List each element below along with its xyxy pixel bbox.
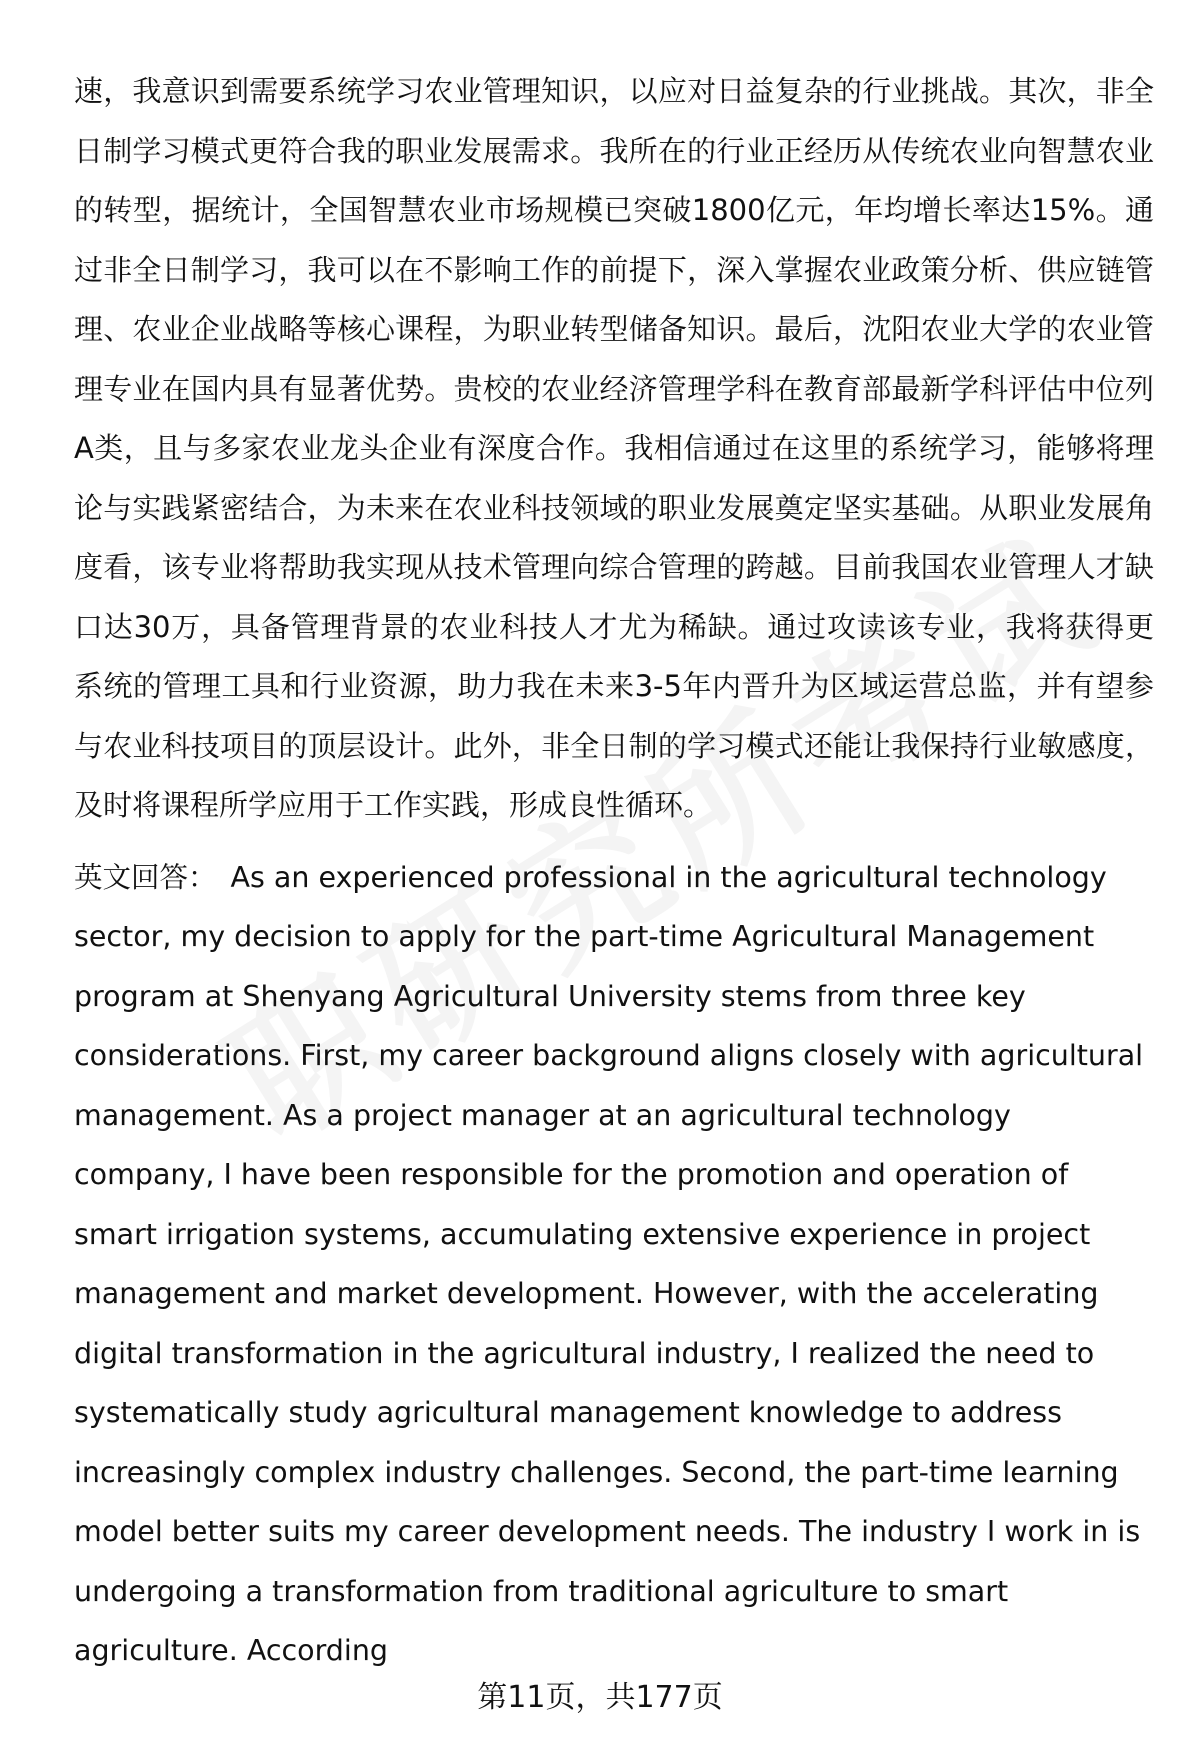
- chinese-answer-paragraph: 速，我意识到需要系统学习农业管理知识，以应对日益复杂的行业挑战。其次，非全日制学习模式更符合我的职业发展需求。我所在的行业正经历从传统农业向智慧农业的转型，据统计，全国智慧农业市场规模已突破1800亿元，年均增长率达15%。通过非全日制学习，我可以在不影响工作的前提下，深入掌握农业政策分析、供应链管理、农业企业战略等核心课程，为职业转型储备知识。最后，沈阳农业大学的农业管理专业在国内具有显著优势。贵校的农业经济管理学科在教育部最新学科评估中位列A类，且与多家农业龙头企业有深度合作。我相信通过在这里的系统学习，能够将理论与实践紧密结合，为未来在农业科技领域的职业发展奠定坚实基础。从职业发展角度看，该专业将帮助我实现从技术管理向综合管理的跨越。目前我国农业管理人才缺口达30万，具备管理背景的农业科技人才尤为稀缺。通过攻读该专业，我将获得更系统的管理工具和行业资源，助力我在未来3-5年内晋升为区域运营总监，并有望参与农业科技项目的顶层设计。此外，非全日制的学习模式还能让我保持行业敏感度，及时将课程所学应用于工作实践，形成良性循环。: [74, 74, 1154, 822]
- english-answer-label: 英文回答：: [74, 860, 217, 894]
- page-number: 第11页，共177页: [477, 1680, 723, 1715]
- document-body: [74, 62, 1154, 1681]
- english-answer-paragraph: [74, 848, 1154, 1681]
- english-answer-text: As an experienced professional in the agricultural technology sector, my decision to apply for the part-time Agricultural Management program at Shenyang Agricultural University stems from three key considerations. First, my career background aligns closely with agricultural management. As a project manager at an agricultural technology company, I have been responsible for the promotion and operation of smart irrigation systems, accumulating extensive experience in project management and market development. However, with the accelerating digital transformation in the agricultural industry, I realized the need to systematically study agricultural management knowledge to address increasingly complex industry challenges. Second, the part-time learning model better suits my career development needs. The industry I work in is undergoing a transformation from traditional agriculture to smart agriculture. According: [74, 860, 1144, 1667]
